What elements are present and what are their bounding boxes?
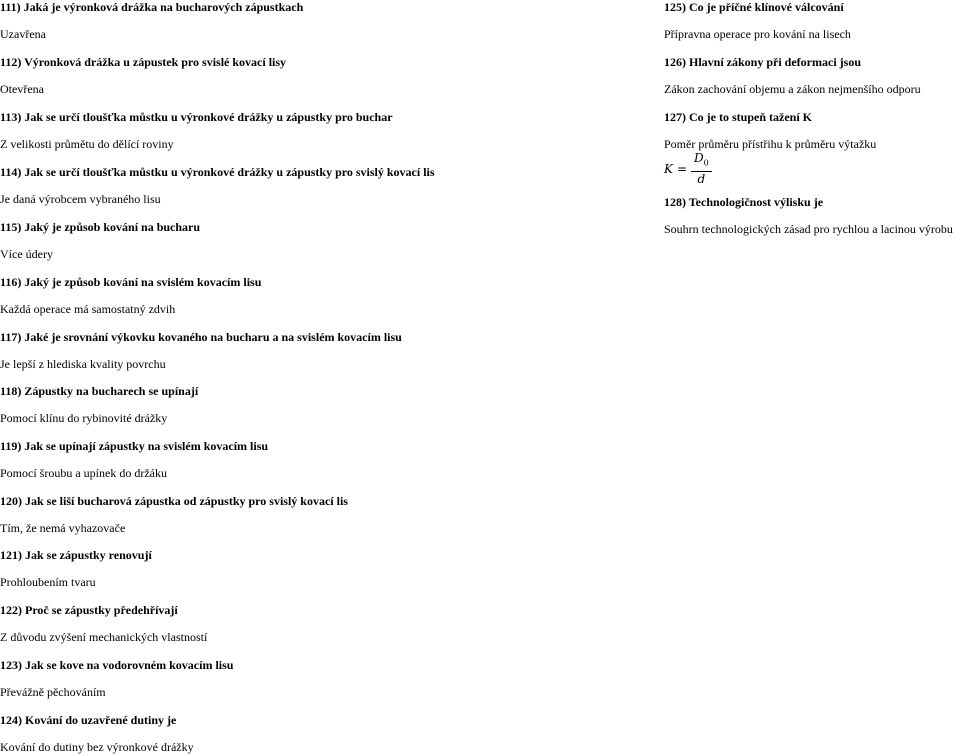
question-115: 115) Jaký je způsob kování na bucharu [0, 220, 201, 234]
answer-112: Otevřena [0, 82, 44, 96]
draw-ratio-formula [664, 151, 712, 186]
answer-122: Z důvodu zvýšení mechanických vlastností [0, 630, 208, 644]
question-124: 124) Kování do uzavřené dutiny je [0, 713, 177, 727]
question-125: 125) Co je příčné klínové válcování [664, 0, 844, 14]
answer-116: Každá operace má samostatný zdvih [0, 302, 176, 316]
question-114: 114) Jak se určí tloušťka můstku u výronkové drážky u zápustky pro svislý kovací lis [0, 165, 435, 179]
question-116: 116) Jaký je způsob kování na svislém kovacím lisu [0, 275, 262, 289]
question-128: 128) Technologičnost výlisku je [664, 195, 824, 209]
question-111: 111) Jaká je výronková drážka na bucharových zápustkach [0, 0, 304, 14]
answer-113: Z velikosti průmětu do dělící roviny [0, 137, 174, 151]
question-127: 127) Co je to stupeň tažení K [664, 110, 812, 124]
question-123: 123) Jak se kove na vodorovném kovacím lisu [0, 658, 234, 672]
answer-127: Poměr průměru přístřihu k průměru výtažku [664, 137, 877, 151]
question-112: 112) Výronková drážka u zápustek pro svislé kovací lisy [0, 55, 287, 69]
formula-denominator: d [697, 171, 706, 186]
answer-123: Převážně pěchováním [0, 685, 106, 699]
formula-equals: = [676, 162, 688, 176]
question-121: 121) Jak se zápustky renovují [0, 548, 152, 562]
answer-125: Přípravna operace pro kování na lisech [664, 27, 851, 41]
answer-119: Pomocí šroubu a upínek do držáku [0, 466, 167, 480]
answer-118: Pomocí klínu do rybinovité drážky [0, 411, 168, 425]
question-122: 122) Proč se zápustky předehřívají [0, 603, 178, 617]
answer-114: Je daná výrobcem vybraného lisu [0, 192, 161, 206]
question-117: 117) Jaké je srovnání výkovku kovaného na bucharu a na svislém kovacím lisu [0, 330, 402, 344]
answer-128: Souhrn technologických zásad pro rychlou a lacinou výrobu [664, 222, 953, 236]
formula-numerator-symbol: D [694, 151, 704, 166]
answer-120: Tím, že nemá vyhazovače [0, 521, 126, 535]
question-119: 119) Jak se upínají zápustky na svislém kovacím lisu [0, 439, 269, 453]
answer-117: Je lepší z hlediska kvality povrchu [0, 357, 166, 371]
answer-124: Kování do dutiny bez výronkové drážky [0, 740, 194, 754]
answer-111: Uzavřena [0, 27, 46, 41]
formula-lhs: K [664, 162, 673, 176]
question-113: 113) Jak se určí tloušťka můstku u výronkové drážky u zápustky pro buchar [0, 110, 393, 124]
question-126: 126) Hlavní zákony při deformaci jsou [664, 55, 861, 69]
formula-fraction [691, 152, 712, 185]
answer-126: Zákon zachování objemu a zákon nejmenšího odporu [664, 82, 921, 96]
formula-numerator [691, 152, 712, 171]
formula-numerator-subscript: 0 [703, 158, 709, 168]
answer-115: Více údery [0, 247, 53, 261]
question-118: 118) Zápustky na bucharech se upínají [0, 384, 199, 398]
answer-121: Prohloubením tvaru [0, 575, 96, 589]
question-120: 120) Jak se liší bucharová zápustka od zápustky pro svislý kovací lis [0, 494, 348, 508]
